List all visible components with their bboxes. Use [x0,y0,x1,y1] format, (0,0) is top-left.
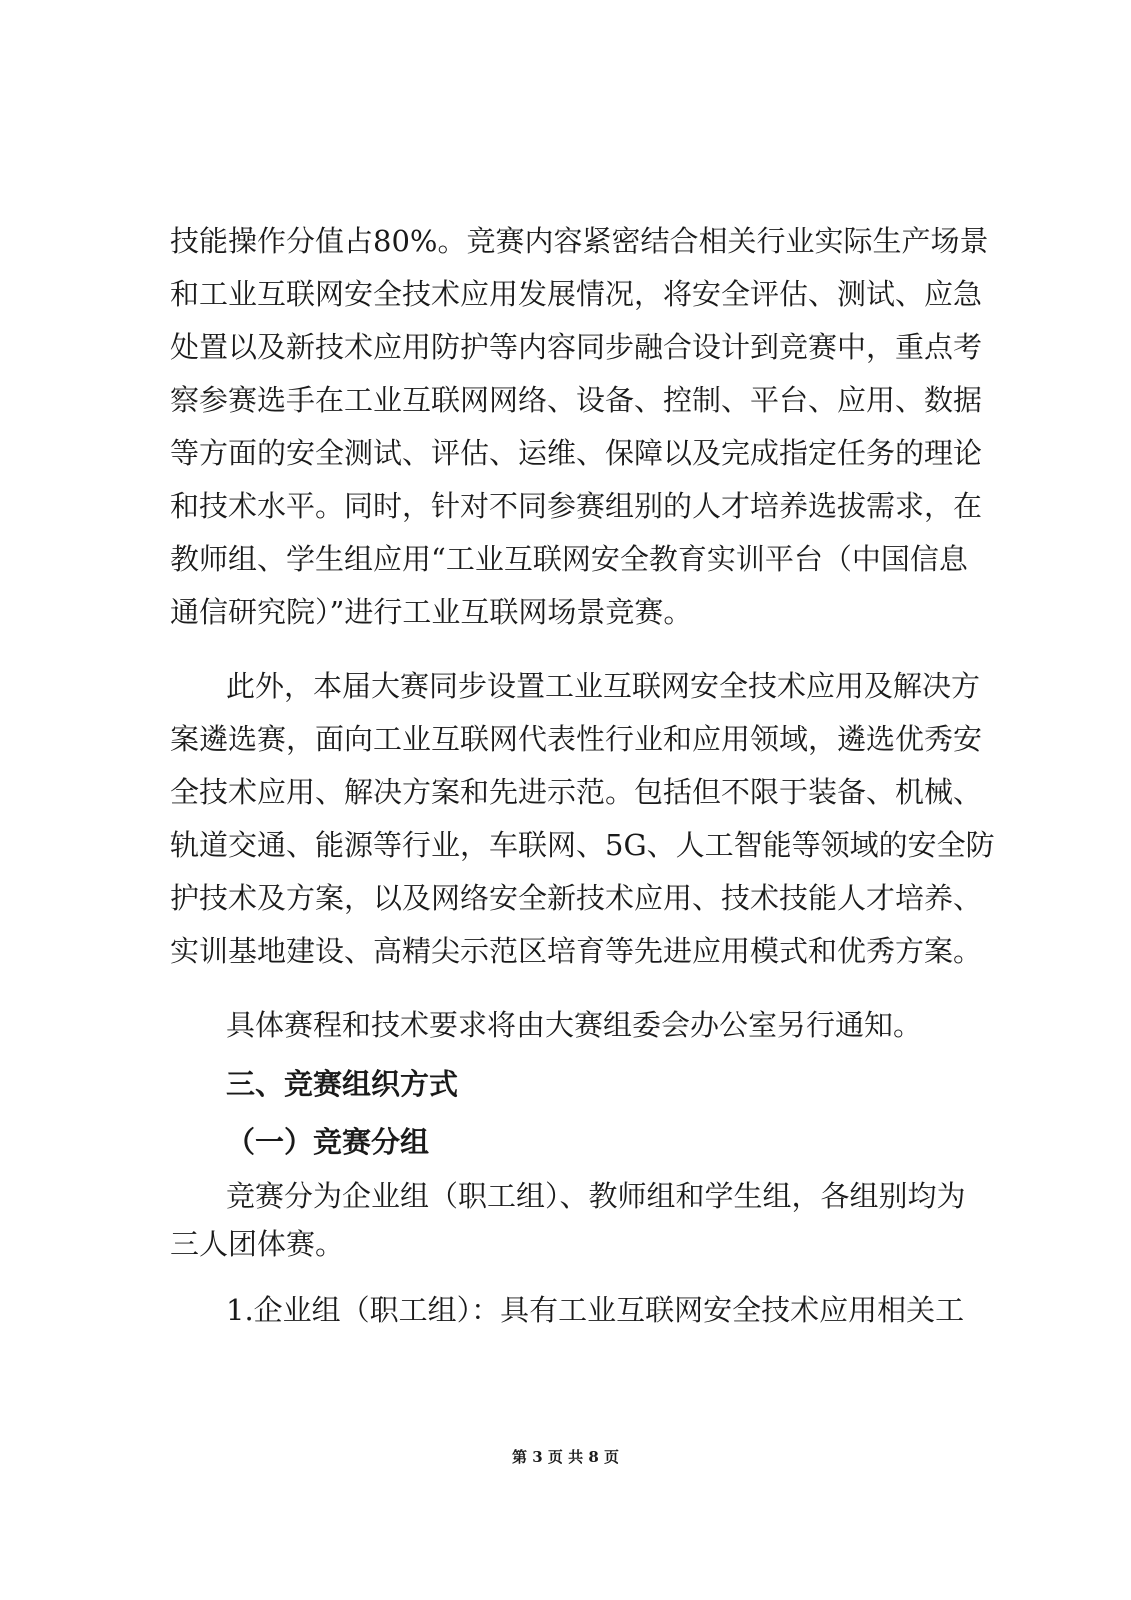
body-text-line: 具体赛程和技术要求将由大赛组委会办公室另行通知。 [226,1008,923,1042]
page-number-footer: 第 3 页 共 8 页 [512,1448,619,1466]
body-text-line: 1.企业组（职工组）：具有工业互联网安全技术应用相关工 [226,1293,965,1327]
body-text-line: 处置以及新技术应用防护等内容同步融合设计到竞赛中，重点考 [170,330,983,364]
body-text-line: 轨道交通、能源等行业，车联网、5G、人工智能等领域的安全防 [170,828,995,862]
section-heading: 三、竞赛组织方式 [226,1067,459,1101]
body-text-line: 察参赛选手在工业互联网网络、设备、控制、平台、应用、数据 [170,383,983,417]
body-text-line: 通信研究院）”进行工业互联网场景竞赛。 [170,595,693,629]
body-text-line: 此外，本届大赛同步设置工业互联网安全技术应用及解决方 [226,669,981,703]
body-text-line: 和工业互联网安全技术应用发展情况，将安全评估、测试、应急 [170,277,983,311]
sub-heading: （一）竞赛分组 [226,1125,430,1159]
body-text-line: 等方面的安全测试、评估、运维、保障以及完成指定任务的理论 [170,436,983,470]
body-text-line: 三人团体赛。 [170,1227,345,1261]
body-text-line: 全技术应用、解决方案和先进示范。包括但不限于装备、机械、 [170,775,983,809]
body-text-line: 和技术水平。同时，针对不同参赛组别的人才培养选拔需求，在 [170,489,983,523]
body-text-line: 护技术及方案，以及网络安全新技术应用、技术技能人才培养、 [170,881,983,915]
body-text-line: 技能操作分值占80%。竞赛内容紧密结合相关行业实际生产场景 [170,224,989,258]
body-text-line: 教师组、学生组应用“工业互联网安全教育实训平台（中国信息 [170,542,968,576]
body-text-line: 案遴选赛，面向工业互联网代表性行业和应用领域，遴选优秀安 [170,722,983,756]
body-text-line: 竞赛分为企业组（职工组）、教师组和学生组，各组别均为 [226,1179,966,1213]
body-text-line: 实训基地建设、高精尖示范区培育等先进应用模式和优秀方案。 [170,934,983,968]
